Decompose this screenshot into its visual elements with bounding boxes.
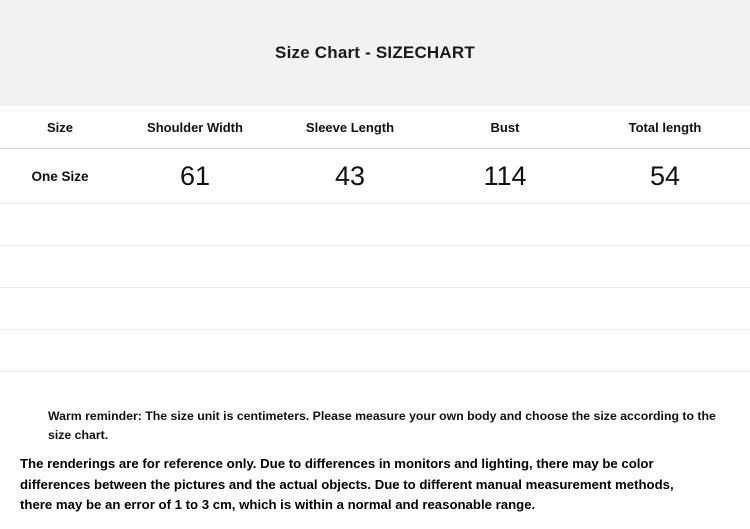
page-title: Size Chart - SIZECHART bbox=[275, 43, 475, 62]
cell-empty bbox=[580, 246, 750, 288]
column-header-total-length: Total length bbox=[628, 119, 702, 135]
cell-empty bbox=[120, 246, 270, 288]
table-row-empty bbox=[0, 288, 750, 330]
cell-empty bbox=[270, 330, 430, 372]
cell-empty bbox=[580, 204, 750, 246]
table-header bbox=[0, 106, 750, 149]
cell-empty bbox=[270, 288, 430, 330]
column-header-size: Size bbox=[46, 119, 73, 135]
cell-bust: 114 bbox=[430, 149, 580, 204]
table-row-empty bbox=[0, 330, 750, 372]
cell-empty bbox=[0, 288, 120, 330]
title-band bbox=[0, 0, 750, 106]
cell-size-label: One Size bbox=[0, 149, 120, 204]
cell-empty bbox=[430, 330, 580, 372]
cell-empty bbox=[120, 330, 270, 372]
cell-empty bbox=[0, 204, 120, 246]
cell-empty bbox=[0, 330, 120, 372]
notes-section bbox=[0, 407, 750, 515]
cell-empty bbox=[430, 288, 580, 330]
rendering-disclaimer-text: The renderings are for reference only. Due to differences in monitors and lighting, there may be color differences between the pictures and the actual objects. Due to different manual measurement methods, there may be an error of 1 to 3 cm, which is within a normal and reasonable range. bbox=[20, 456, 674, 512]
cell-empty bbox=[270, 246, 430, 288]
column-header-sleeve-length: Sleeve Length bbox=[305, 119, 395, 135]
column-header-shoulder-width: Shoulder Width bbox=[147, 119, 243, 135]
table-row-empty bbox=[0, 204, 750, 246]
cell-sleeve-length: 43 bbox=[270, 149, 430, 204]
cell-empty bbox=[580, 288, 750, 330]
cell-shoulder-width: 61 bbox=[120, 149, 270, 204]
cell-empty bbox=[0, 246, 120, 288]
cell-empty bbox=[430, 204, 580, 246]
table-row bbox=[0, 149, 750, 204]
cell-empty bbox=[120, 204, 270, 246]
table-body bbox=[0, 149, 750, 372]
cell-empty bbox=[120, 288, 270, 330]
column-header-bust: Bust bbox=[490, 119, 520, 135]
table-row-empty bbox=[0, 246, 750, 288]
cell-empty bbox=[270, 204, 430, 246]
cell-total-length: 54 bbox=[580, 149, 750, 204]
size-chart-table bbox=[0, 106, 750, 372]
warm-reminder-text: Warm reminder: The size unit is centimeters. Please measure your own body and choose the size according to the size chart. bbox=[48, 409, 716, 442]
cell-empty bbox=[430, 246, 580, 288]
cell-empty bbox=[580, 330, 750, 372]
table-header-row bbox=[0, 106, 750, 149]
